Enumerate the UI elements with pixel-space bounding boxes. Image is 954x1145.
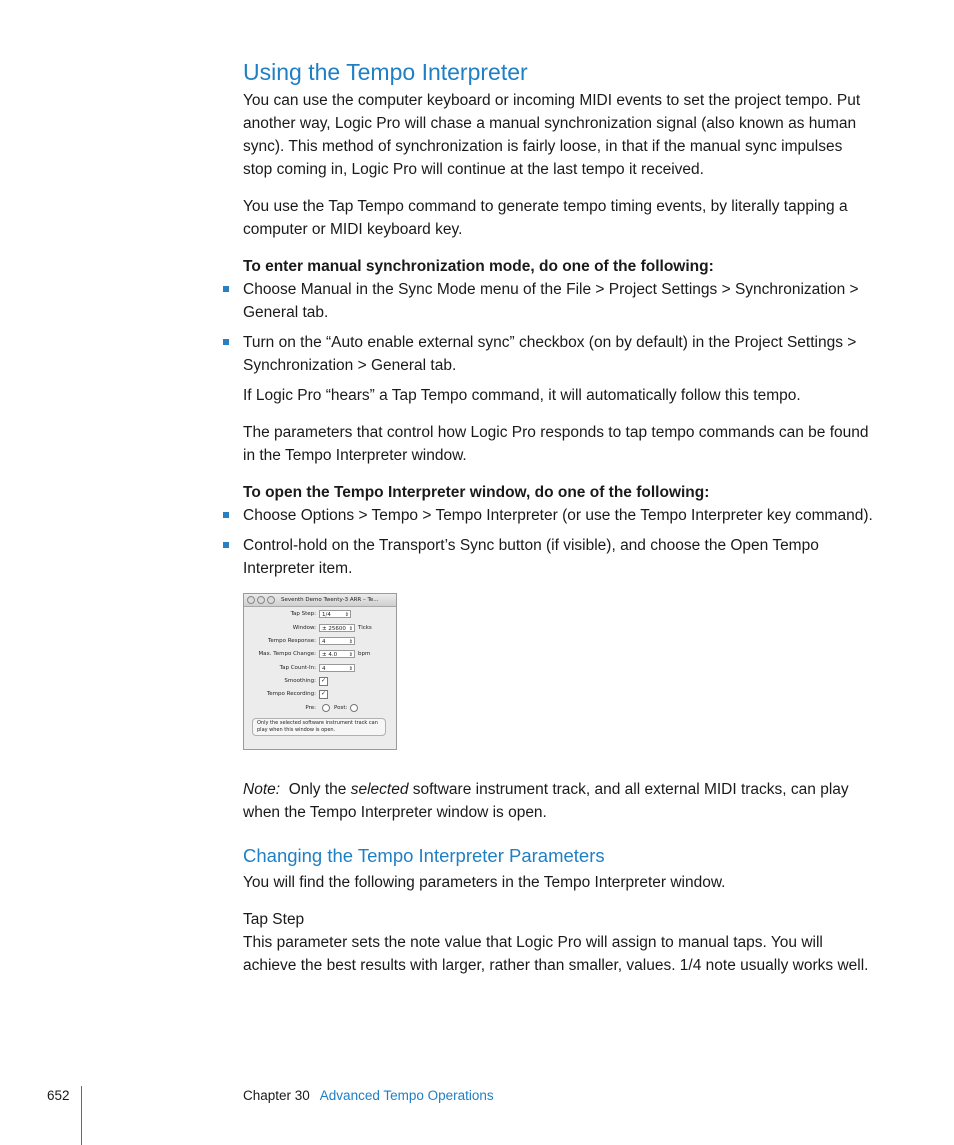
tap-step-row: Tap Step: 1/4 ⇕ — [290, 611, 349, 618]
window-title: Seventh Demo Twenty-3 ARR – Te... — [281, 597, 379, 603]
task-heading: To open the Tempo Interpreter window, do one of the following: — [243, 484, 710, 501]
pre-post-row: Pre: Post: — [244, 703, 396, 713]
stepper-icon: ⇕ — [348, 639, 353, 645]
note-paragraph: Note: Only the selected software instrument track, and all external MIDI tracks, can play when the Tempo Interpreter window is open. — [243, 781, 849, 821]
parameter-title: Tap Step — [243, 911, 305, 928]
stepper-icon: ⇕ — [344, 612, 349, 618]
tap-step-select: 1/4 ⇕ — [319, 610, 351, 618]
stepper-icon: ⇕ — [348, 652, 353, 658]
tempo-interpreter-window-screenshot — [243, 593, 397, 750]
minimize-icon — [257, 596, 265, 604]
window-titlebar — [244, 594, 396, 607]
paragraph: The parameters that control how Logic Pro responds to tap tempo commands can be found in the Tempo Interpreter window. — [243, 424, 869, 464]
tempo-response-row: Tempo Response: 4 ⇕ — [267, 638, 353, 645]
pre-radio — [322, 704, 330, 712]
task-heading: To enter manual synchronization mode, do one of the following: — [243, 258, 714, 275]
paragraph: You will find the following parameters in the Tempo Interpreter window. — [243, 874, 726, 891]
paragraph: You use the Tap Tempo command to generate tempo timing events, by literally tapping a computer or MIDI keyboard key. — [243, 198, 848, 238]
post-radio — [350, 704, 358, 712]
bullet-list — [243, 278, 873, 377]
stepper-icon: ⇕ — [348, 626, 353, 632]
zoom-icon — [267, 596, 275, 604]
max-tempo-change-row: Max. Tempo Change: ± 4.0 ⇕ bpm — [258, 651, 371, 658]
footer-divider — [81, 1086, 82, 1145]
stepper-icon: ⇕ — [348, 666, 353, 672]
smoothing-row: Smoothing: ✓ — [284, 676, 327, 684]
paragraph: You can use the computer keyboard or incoming MIDI events to set the project tempo. Put another way, Logic Pro will chase a manual synchronization signal (also known as human sync). This method of synchronization is fairly loose, in that if the manual sync impulses stop coming in, Logic Pro will continue at the last tempo it received. — [243, 92, 861, 178]
page-number: 652 — [47, 1088, 70, 1103]
subsection-title: Changing the Tempo Interpreter Parameters — [243, 845, 605, 866]
max-tempo-change-select: ± 4.0 ⇕ — [319, 650, 355, 658]
window-note: Only the selected software instrument track can play when this window is open. — [252, 718, 386, 736]
close-icon — [247, 596, 255, 604]
tempo-recording-checkbox: ✓ — [320, 689, 327, 697]
page-content — [243, 58, 873, 991]
bullet-icon — [223, 286, 229, 292]
bullet-icon — [223, 542, 229, 548]
section-title: Using the Tempo Interpreter — [243, 59, 528, 85]
paragraph: This parameter sets the note value that Logic Pro will assign to manual taps. You will achieve the best results with larger, rather than smaller, values. 1/4 note usually works well. — [243, 934, 869, 974]
paragraph: If Logic Pro “hears” a Tap Tempo command, it will automatically follow this tempo. — [243, 387, 801, 404]
list-item: Turn on the “Auto enable external sync” checkbox (on by default) in the Project Settings > Synchronization > General tab. — [243, 331, 873, 377]
window-select: ± 25600 ⇕ — [319, 624, 355, 632]
bullet-list — [243, 504, 873, 580]
tempo-response-select: 4 ⇕ — [319, 637, 355, 645]
tap-count-in-select: 4 ⇕ — [319, 664, 355, 672]
footer-chapter-title: Advanced Tempo Operations — [319, 1088, 494, 1103]
tempo-recording-row: Tempo Recording: ✓ — [266, 689, 327, 697]
smoothing-checkbox: ✓ — [320, 676, 327, 684]
list-item: Control-hold on the Transport’s Sync button (if visible), and choose the Open Tempo Interpreter item. — [243, 534, 873, 580]
bullet-icon — [223, 339, 229, 345]
window-row: Window: ± 25600 ⇕ Ticks — [292, 625, 372, 632]
footer-chapter: Chapter 30 Advanced Tempo Operations — [243, 1088, 494, 1103]
list-item: Choose Options > Tempo > Tempo Interpreter (or use the Tempo Interpreter key command). — [243, 504, 873, 527]
bullet-icon — [223, 512, 229, 518]
tap-count-in-row: Tap Count-In: 4 ⇕ — [279, 665, 353, 672]
list-item: Choose Manual in the Sync Mode menu of the File > Project Settings > Synchronization > General tab. — [243, 278, 873, 324]
